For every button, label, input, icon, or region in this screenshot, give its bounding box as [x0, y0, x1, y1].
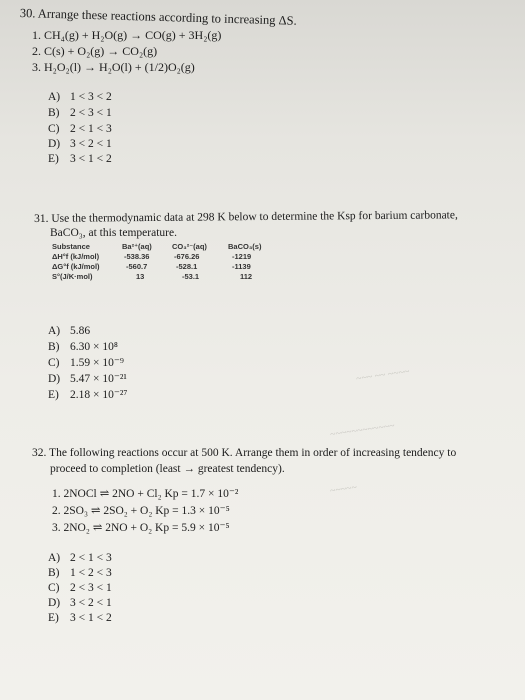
q32-reaction-2: 2. 2SO₃ ⇌ 2SO₂ + O₂ Kp = 1.3 × 10⁻⁵: [52, 505, 230, 517]
q30-option-d[interactable]: [48, 137, 112, 151]
q32-option-b[interactable]: [48, 566, 112, 580]
table-header: Ba²⁺(aq): [122, 242, 152, 251]
table-cell: -560.7: [126, 262, 148, 271]
option-label: E): [48, 153, 59, 165]
question-32-title: 32. The following reactions occur at 500 K. Arrange them in order of increasing tendency to: [32, 447, 457, 459]
question-31-title: 31. Use the thermodynamic data at 298 K below to determine the Ksp for barium carbonate,: [34, 209, 458, 225]
option-label: E): [48, 612, 59, 624]
option-label: A): [48, 552, 61, 564]
option-label: C): [48, 582, 60, 594]
q32-reaction-1: 1. 2NOCl ⇌ 2NO + Cl₂ Kp = 1.7 × 10⁻²: [52, 488, 239, 500]
table-row: [52, 252, 412, 262]
option-label: B): [48, 341, 60, 353]
table-cell: -676.26: [174, 252, 200, 261]
table-header: CO₃²⁻(aq): [172, 242, 207, 251]
table-cell: ΔG°f (kJ/mol): [52, 262, 100, 271]
option-text: 2 < 3 < 1: [70, 582, 112, 594]
table-cell: 112: [240, 272, 253, 281]
q31-option-c[interactable]: [48, 356, 124, 370]
q30-option-c[interactable]: [48, 122, 112, 136]
table-cell: -53.1: [182, 272, 200, 281]
q32-reaction-3: 3. 2NO₂ ⇌ 2NO + O₂ Kp = 5.9 × 10⁻⁵: [52, 522, 230, 534]
bleed-through-mark: ~~~~~~~~~~~~: [329, 420, 396, 441]
option-label: C): [48, 123, 60, 135]
q30-reaction-2: 2. C(s) + O₂(g) → CO₂(g): [32, 44, 158, 58]
q32-option-c[interactable]: [48, 581, 112, 595]
q32-option-a[interactable]: [48, 551, 112, 565]
q30-reaction-1: 1. CH₄(g) + H₂O(g) → CO(g) + 3H₂(g): [32, 28, 222, 42]
option-text: 3 < 2 < 1: [70, 138, 112, 150]
option-text: 1.59 × 10⁻⁹: [70, 357, 124, 369]
option-label: A): [48, 325, 61, 337]
q31-option-b[interactable]: [48, 340, 118, 354]
q30-option-b[interactable]: [48, 106, 112, 120]
option-label: B): [48, 107, 60, 119]
q30-reaction-3: 3. H₂O₂(l) → H₂O(l) + (1/2)O₂(g): [32, 60, 195, 74]
option-label: D): [48, 373, 61, 385]
option-label: C): [48, 357, 60, 369]
option-label: A): [48, 91, 61, 103]
option-text: 3 < 1 < 2: [70, 612, 112, 624]
q30-option-e[interactable]: [48, 152, 112, 166]
question-32-title-cont: proceed to completion (least → greatest tendency).: [50, 463, 285, 475]
option-text: 6.30 × 10⁸: [70, 341, 118, 353]
option-text: 3 < 1 < 2: [70, 153, 112, 165]
q31-option-d[interactable]: [48, 372, 127, 386]
bleed-through-mark: ~~~~~: [329, 482, 358, 497]
option-text: 2 < 1 < 3: [70, 552, 112, 564]
table-row: [52, 262, 412, 272]
option-text: 5.86: [70, 325, 91, 337]
q30-option-a[interactable]: [48, 90, 112, 104]
option-text: 2 < 1 < 3: [70, 123, 112, 135]
table-cell: S°(J/K·mol): [52, 272, 93, 281]
option-text: 5.47 × 10⁻²¹: [70, 373, 127, 385]
q32-option-e[interactable]: [48, 611, 112, 625]
table-cell: ΔH°f (kJ/mol): [52, 252, 100, 261]
table-cell: -1139: [232, 262, 251, 271]
option-label: D): [48, 138, 61, 150]
option-text: 3 < 2 < 1: [70, 597, 112, 609]
option-label: D): [48, 597, 61, 609]
option-text: 2.18 × 10⁻²⁷: [70, 389, 128, 401]
table-header-row: [52, 242, 412, 252]
table-row: [52, 272, 412, 282]
table-cell: -528.1: [176, 262, 198, 271]
option-label: B): [48, 567, 60, 579]
option-text: 2 < 3 < 1: [70, 107, 112, 119]
q31-option-a[interactable]: [48, 324, 90, 338]
option-label: E): [48, 389, 59, 401]
table-header: BaCO₃(s): [228, 242, 262, 251]
table-cell: -1219: [232, 252, 252, 261]
option-text: 1 < 2 < 3: [70, 567, 112, 579]
table-cell: 13: [136, 272, 145, 281]
q31-option-e[interactable]: [48, 388, 127, 402]
table-cell: -538.36: [124, 252, 150, 261]
option-text: 1 < 3 < 2: [70, 91, 112, 103]
q32-option-d[interactable]: [48, 596, 112, 610]
question-31-title-cont: BaCO₃, at this temperature.: [50, 227, 177, 239]
question-30-title: 30. Arrange these reactions according to increasing ΔS.: [19, 6, 297, 28]
bleed-through-mark: ~~~ ~~ ~~~~: [355, 366, 411, 385]
table-header: Substance: [52, 242, 90, 251]
